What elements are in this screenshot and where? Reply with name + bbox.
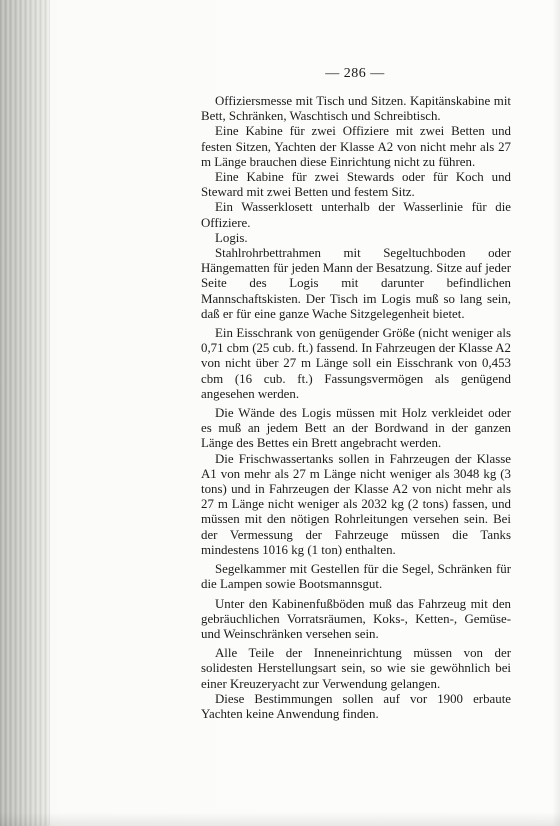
paragraph-bestimmungen: Diese Bestimmungen sollen auf vor 1900 erbaute Yachten keine Anwendung finden.: [201, 691, 511, 721]
page-number: — 286 —: [325, 66, 385, 81]
paragraph-frischwassertanks: Die Frischwassertanks sollen in Fahrzeugen der Klasse A1 von mehr als 27 m Länge nicht weniger als 3048 kg (3 tons) und in Fahrzeugen der Klasse A2 von nicht mehr als 27 m Länge nicht weniger als 2032 kg (2 tons) fassen, und müssen mit den nötigen Rohrleitungen versehen sein. Bei der Vermessung der Fahrzeuge müssen die Tanks mindestens 1016 kg (1 ton) enthalten.: [201, 451, 511, 557]
paragraph-kabine-offiziere: Eine Kabine für zwei Offiziere mit zwei Betten und festen Sitzen, Yachten der Klasse A2 von nicht mehr als 27 m Länge brauchen diese Einrichtung nicht zu führen.: [201, 124, 511, 169]
paragraph-inneneinrichtung: Alle Teile der Inneneinrichtung müssen von der solidesten Herstellungsart sein, so wie sie gewöhnlich bei einer Kreuzeryacht zur Verwendung gelangen.: [201, 646, 511, 691]
paragraph-kabine-stewards: Eine Kabine für zwei Stewards oder für Koch und Steward mit zwei Betten und festem Sitz.: [201, 170, 511, 200]
page-body: [201, 94, 511, 722]
paragraph-stahlrohrbettrahmen: Stahlrohrbettrahmen mit Segeltuchboden oder Hängematten für jeden Mann der Besatzung. Sitze auf jeder Seite des Logis mit darunter befindlichen Mannschaftskisten. Der Tisch im Logis muß so lang sein, daß er für eine ganze Wache Sitzgelegenheit bietet.: [201, 246, 511, 321]
paragraph-kabinenfussboeden: Unter den Kabinenfußböden muß das Fahrzeug mit den gebräuchlichen Vorratsräumen, Koks-, Ketten-, Gemüse- und Weinschränken versehen sein.: [201, 596, 511, 641]
paragraph-waende-logis: Die Wände des Logis müssen mit Holz verkleidet oder es muß an jedem Bett an der Bordwand in der ganzen Länge des Bettes ein Brett angebracht werden.: [201, 406, 511, 451]
page-right-shadow: [552, 0, 560, 826]
page-bottom-shadow: [0, 812, 560, 826]
paragraph-wasserklosett: Ein Wasserklosett unterhalb der Wasserlinie für die Offiziere.: [201, 200, 511, 230]
book-spine-edge: [0, 0, 50, 826]
paragraph-offiziersmesse: Offiziersmesse mit Tisch und Sitzen. Kapitänskabine mit Bett, Schränken, Waschtisch und Schreibtisch.: [201, 94, 511, 124]
paragraph-logis-heading: Logis.: [215, 230, 248, 245]
paragraph-segelkammer: Segelkammer mit Gestellen für die Segel, Schränken für die Lampen sowie Bootsmannsgut.: [201, 562, 511, 592]
paragraph-eisschrank: Ein Eisschrank von genügender Größe (nicht weniger als 0,71 cbm (25 cub. ft.) fassend. In Fahrzeugen der Klasse A2 von nicht über 27 m Länge soll ein Eisschrank von 0,453 cbm (16 cub. ft.) Fassungsvermögen als genügend angesehen werden.: [201, 326, 512, 401]
